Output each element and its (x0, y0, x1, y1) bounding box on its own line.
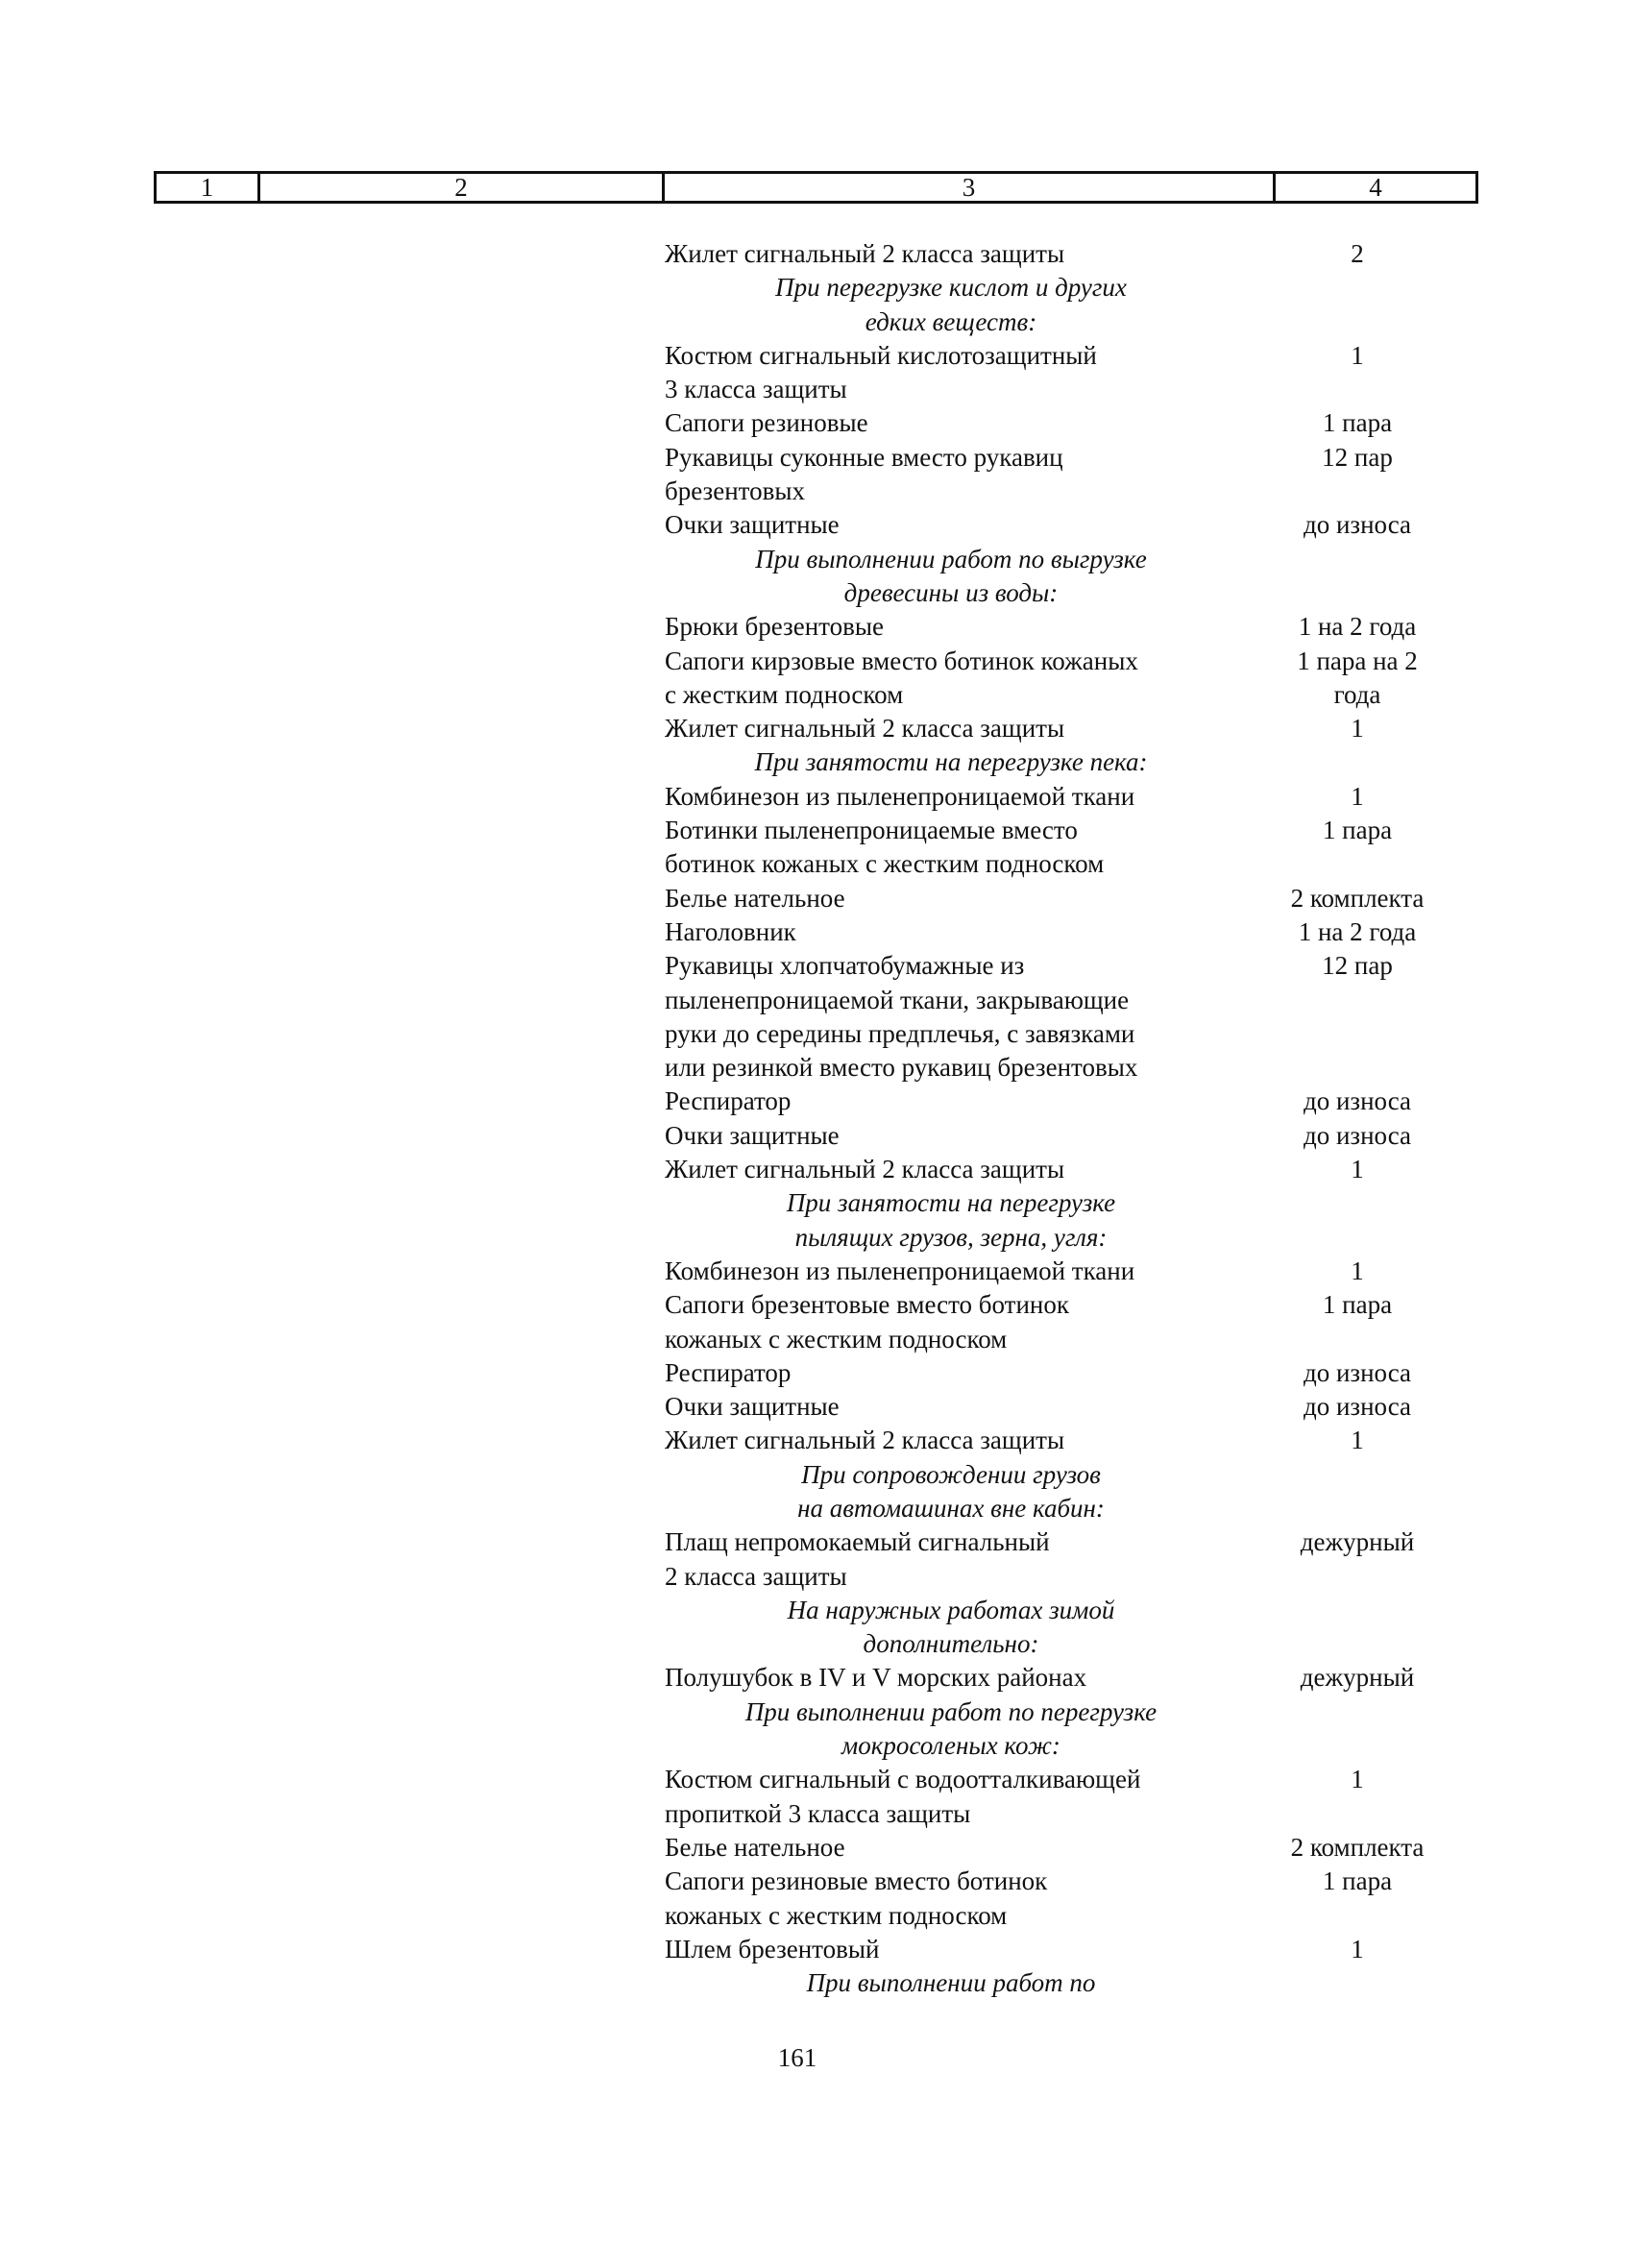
table-row (665, 406, 1510, 440)
item-quantity: 1 (1351, 781, 1364, 811)
header-col-2: 2 (260, 174, 665, 201)
section-heading: При перегрузке кислот и других едких веществ: (775, 273, 1127, 336)
table-row (665, 339, 1510, 407)
item-quantity: до износа (1303, 1392, 1412, 1422)
item-name: Ботинки пыленепроницаемые вместо ботинок кожаных с жестким подноском (665, 816, 1105, 879)
item-quantity: 1 (1351, 1256, 1364, 1285)
section-heading: При занятости на перегрузке пека: (754, 747, 1148, 777)
item-quantity: 1 (1351, 714, 1364, 744)
item-quantity: до износа (1303, 1086, 1412, 1116)
table-row (665, 1424, 1510, 1457)
section-heading: При сопровождении грузов на автомашинах вне кабин: (797, 1459, 1105, 1523)
item-name: Белье нательное (665, 883, 845, 913)
table-row (665, 1525, 1510, 1594)
table-row (665, 1085, 1510, 1118)
item-name: Респиратор (665, 1357, 792, 1387)
section-heading: При выполнении работ по выгрузке древесины из воды: (755, 544, 1147, 607)
item-name: Очки защитные (665, 1392, 840, 1422)
section-heading-row (665, 1966, 1510, 2000)
table-row (665, 237, 1510, 271)
item-name: Костюм сигнальный кислотозащитный 3 класса защиты (665, 340, 1097, 404)
item-quantity: 12 пар (1322, 951, 1393, 981)
item-name: Сапоги брезентовые вместо ботинок кожаных с жестким подноском (665, 1290, 1069, 1353)
item-name: Очки защитные (665, 510, 840, 540)
header-col-1: 1 (157, 174, 260, 201)
item-name: Очки защитные (665, 1120, 840, 1150)
item-quantity: до износа (1303, 1357, 1412, 1387)
item-quantity: 1 (1351, 1765, 1364, 1794)
column-number-header (154, 171, 1478, 204)
item-quantity: 12 пар (1322, 442, 1393, 472)
table-row (665, 1661, 1510, 1695)
table-row (665, 915, 1510, 949)
item-name: Белье нательное (665, 1832, 845, 1862)
table-row (665, 508, 1510, 542)
table-row (665, 1119, 1510, 1153)
section-heading-row (665, 543, 1510, 611)
section-heading-row (665, 1186, 1510, 1255)
section-heading: При выполнении работ по перегрузке мокросоленых кож: (744, 1696, 1158, 1761)
table-row (665, 645, 1510, 713)
section-heading: На наружных работах зимой дополнительно: (787, 1595, 1115, 1659)
section-heading: При выполнении работ по (806, 1968, 1096, 1998)
item-quantity: 1 (1351, 1426, 1364, 1455)
header-col-4: 4 (1369, 172, 1382, 202)
item-quantity: 1 пара (1322, 408, 1393, 438)
item-quantity: 2 (1351, 239, 1364, 268)
page-number: 161 (777, 2043, 817, 2072)
item-quantity: 2 комплекта (1290, 1832, 1425, 1862)
item-name: Рукавицы суконные вместо рукавиц брезентовых (665, 442, 1063, 506)
table-row (665, 882, 1510, 915)
item-quantity: 1 на 2 года (1298, 916, 1417, 946)
item-quantity: 1 пара на 2 года (1297, 646, 1418, 709)
item-name: Сапоги резиновые вместо ботинок кожаных с жестким подноском (665, 1866, 1048, 1930)
item-quantity: 2 комплекта (1290, 883, 1425, 913)
table-row (665, 1390, 1510, 1424)
table-row (665, 1356, 1510, 1390)
item-name: Комбинезон из пыленепроницаемой ткани (665, 1256, 1135, 1285)
table-row (665, 814, 1510, 882)
item-name: Полушубок в IV и V морских районах (665, 1663, 1087, 1693)
item-quantity: 1 пара (1322, 1866, 1393, 1896)
item-quantity: 1 (1351, 340, 1364, 370)
table-body (665, 237, 1510, 2000)
table-row (665, 441, 1510, 509)
section-heading-row (665, 1695, 1510, 1764)
item-name: Жилет сигнальный 2 класса защиты (665, 714, 1065, 744)
section-heading: При занятости на перегрузке пылящих грузов, зерна, угля: (786, 1188, 1116, 1252)
item-name: Жилет сигнальный 2 класса защиты (665, 1155, 1065, 1184)
table-row (665, 610, 1510, 644)
item-quantity: дежурный (1300, 1527, 1415, 1557)
item-quantity: до износа (1303, 510, 1412, 540)
item-name: Шлем брезентовый (665, 1934, 880, 1963)
item-name: Респиратор (665, 1086, 792, 1116)
item-name: Наголовник (665, 916, 796, 946)
table-row (665, 1865, 1510, 1933)
item-quantity: 1 (1351, 1934, 1364, 1963)
table-row (665, 1933, 1510, 1966)
item-name: Жилет сигнальный 2 класса защиты (665, 1426, 1065, 1455)
section-heading-row (665, 745, 1510, 779)
section-heading-row (665, 1594, 1510, 1662)
item-name: Сапоги кирзовые вместо ботинок кожаных с жестким подноском (665, 646, 1138, 709)
item-quantity: до износа (1303, 1120, 1412, 1150)
table-row (665, 1288, 1510, 1356)
item-quantity: 1 пара (1322, 816, 1393, 845)
item-quantity: 1 (1351, 1155, 1364, 1184)
table-row (665, 1255, 1510, 1288)
item-name: Плащ непромокаемый сигнальный 2 класса защиты (665, 1527, 1050, 1591)
item-name: Сапоги резиновые (665, 408, 868, 438)
item-name: Комбинезон из пыленепроницаемой ткани (665, 781, 1135, 811)
item-quantity: 1 на 2 года (1298, 612, 1417, 642)
item-name: Костюм сигнальный с водоотталкивающей пропиткой 3 класса защиты (665, 1765, 1141, 1828)
section-heading-row (665, 271, 1510, 339)
item-quantity: дежурный (1300, 1663, 1415, 1693)
table-row (665, 1831, 1510, 1865)
section-heading-row (665, 1458, 1510, 1526)
table-row (665, 712, 1510, 745)
table-row (665, 1763, 1510, 1831)
item-name: Брюки брезентовые (665, 612, 884, 642)
table-row (665, 949, 1510, 1085)
item-name: Жилет сигнальный 2 класса защиты (665, 239, 1065, 268)
item-quantity: 1 пара (1322, 1290, 1393, 1320)
header-col-3: 3 (665, 174, 1276, 201)
table-row (665, 780, 1510, 814)
table-row (665, 1153, 1510, 1186)
item-name: Рукавицы хлопчатобумажные из пыленепроницаемой ткани, закрывающие руки до середины предплечья, с завязками или резинкой вместо рукавиц брезентовых (665, 951, 1138, 1083)
